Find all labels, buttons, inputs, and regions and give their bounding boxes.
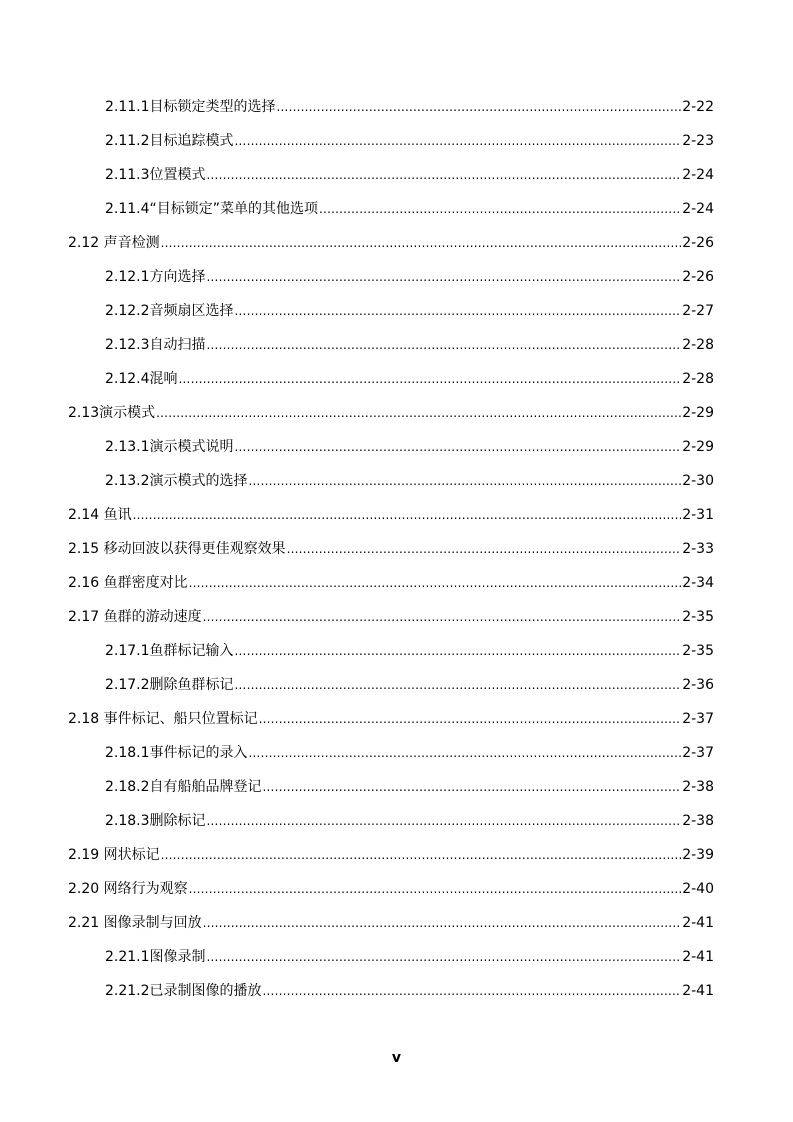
toc-entry-number: 2.11.2	[105, 133, 150, 149]
toc-entry-number: 2.15	[68, 541, 100, 557]
toc-dot-leader	[156, 396, 681, 430]
toc-entry-page: 2-22	[682, 99, 714, 115]
toc-entry-page: 2-41	[682, 949, 714, 965]
toc-entry[interactable]	[68, 158, 714, 192]
toc-entry[interactable]	[68, 464, 714, 498]
toc-entry[interactable]	[68, 974, 714, 1008]
toc-dot-leader	[133, 498, 682, 532]
toc-entry-text: 声音检测	[99, 235, 160, 251]
toc-entry-text: 图像录制与回放	[99, 915, 202, 931]
toc-dot-leader	[161, 226, 682, 260]
toc-entry-text: 音频扇区选择	[149, 303, 234, 319]
toc-entry-text: 自有船舶品牌登记	[149, 779, 262, 795]
toc-entry[interactable]	[68, 736, 714, 770]
toc-entry-text: 删除标记	[149, 813, 206, 829]
toc-entry-title	[105, 124, 234, 158]
toc-entry-text: 事件标记、船只位置标记	[99, 711, 258, 727]
toc-dot-leader	[235, 294, 682, 328]
toc-entry[interactable]	[68, 770, 714, 804]
toc-entry-number: 2.20	[68, 881, 100, 897]
toc-entry-text: 目标锁定类型的选择	[149, 99, 276, 115]
toc-entry-number: 2.17.2	[105, 677, 150, 693]
toc-entry-page: 2-41	[682, 983, 714, 999]
toc-entry-page: 2-29	[682, 439, 714, 455]
toc-entry[interactable]	[68, 838, 714, 872]
toc-entry[interactable]	[68, 124, 714, 158]
toc-entry-page: 2-37	[682, 745, 714, 761]
toc-entry-title	[105, 260, 206, 294]
toc-entry-title	[105, 192, 318, 226]
toc-entry[interactable]	[68, 600, 714, 634]
toc-dot-leader	[319, 192, 681, 226]
toc-entry-title	[105, 804, 206, 838]
toc-entry-number: 2.18.1	[105, 745, 150, 761]
toc-entry-text: 鱼群标记输入	[149, 643, 234, 659]
toc-entry-page: 2-35	[682, 609, 714, 625]
toc-entry[interactable]	[68, 804, 714, 838]
toc-entry-page: 2-38	[682, 813, 714, 829]
toc-dot-leader	[277, 90, 682, 124]
table-of-contents	[68, 90, 714, 1008]
toc-entry-title	[68, 600, 202, 634]
toc-entry-text: 鱼群密度对比	[99, 575, 188, 591]
toc-entry-title	[68, 906, 202, 940]
toc-entry-number: 2.12.2	[105, 303, 150, 319]
toc-entry[interactable]	[68, 702, 714, 736]
toc-entry-text: 演示模式的选择	[149, 473, 248, 489]
toc-entry-number: 2.12.4	[105, 371, 150, 387]
toc-entry-number: 2.17	[68, 609, 100, 625]
toc-dot-leader	[207, 328, 682, 362]
toc-entry[interactable]	[68, 328, 714, 362]
toc-entry[interactable]	[68, 90, 714, 124]
toc-dot-leader	[207, 940, 682, 974]
toc-dot-leader	[249, 736, 682, 770]
toc-entry-text: 图像录制	[149, 949, 206, 965]
toc-entry-text: 混响	[149, 371, 178, 387]
toc-dot-leader	[179, 362, 682, 396]
toc-entry-title	[105, 90, 276, 124]
toc-entry-title	[68, 566, 188, 600]
toc-entry-text: 鱼讯	[99, 507, 132, 523]
toc-entry-text: 事件标记的录入	[149, 745, 248, 761]
toc-entry-text: “目标锁定”菜单的其他选项	[149, 201, 319, 217]
toc-dot-leader	[263, 770, 682, 804]
toc-entry-text: 删除鱼群标记	[149, 677, 234, 693]
toc-entry-page: 2-26	[682, 235, 714, 251]
toc-entry[interactable]	[68, 634, 714, 668]
toc-entry-page: 2-40	[682, 881, 714, 897]
toc-entry-title	[68, 532, 286, 566]
toc-entry[interactable]	[68, 226, 714, 260]
toc-entry[interactable]	[68, 566, 714, 600]
toc-entry-page: 2-28	[682, 337, 714, 353]
toc-entry-number: 2.18.2	[105, 779, 150, 795]
toc-dot-leader	[235, 634, 682, 668]
toc-dot-leader	[249, 464, 682, 498]
toc-dot-leader	[207, 260, 682, 294]
toc-entry-number: 2.12	[68, 235, 100, 251]
toc-entry-page: 2-36	[682, 677, 714, 693]
toc-entry-number: 2.11.3	[105, 167, 150, 183]
toc-entry[interactable]	[68, 872, 714, 906]
toc-entry-number: 2.12.3	[105, 337, 150, 353]
toc-entry-number: 2.13.1	[105, 439, 150, 455]
toc-entry-title	[68, 838, 160, 872]
toc-entry-page: 2-23	[682, 133, 714, 149]
toc-entry-page: 2-24	[682, 167, 714, 183]
toc-dot-leader	[161, 838, 682, 872]
toc-entry-title	[105, 634, 234, 668]
toc-dot-leader	[235, 668, 682, 702]
toc-entry-title	[68, 226, 160, 260]
toc-entry-number: 2.11.4	[105, 201, 150, 217]
toc-entry[interactable]	[68, 192, 714, 226]
toc-entry-title	[105, 430, 234, 464]
toc-dot-leader	[189, 872, 682, 906]
toc-entry-page: 2-30	[682, 473, 714, 489]
toc-entry-number: 2.21.2	[105, 983, 150, 999]
toc-entry[interactable]	[68, 940, 714, 974]
toc-entry-title	[105, 974, 262, 1008]
toc-entry[interactable]	[68, 430, 714, 464]
toc-entry-number: 2.13	[68, 405, 100, 421]
toc-entry-title	[105, 362, 178, 396]
toc-entry-page: 2-31	[682, 507, 714, 523]
toc-entry-number: 2.12.1	[105, 269, 150, 285]
toc-entry-number: 2.19	[68, 847, 100, 863]
page-number: v	[391, 1050, 402, 1066]
toc-entry-title	[105, 328, 206, 362]
toc-entry[interactable]	[68, 668, 714, 702]
toc-dot-leader	[207, 158, 682, 192]
toc-dot-leader	[235, 430, 682, 464]
toc-entry-page: 2-33	[682, 541, 714, 557]
toc-entry-title	[105, 668, 234, 702]
toc-entry-page: 2-24	[682, 201, 714, 217]
toc-entry-number: 2.18	[68, 711, 100, 727]
toc-dot-leader	[259, 702, 682, 736]
toc-dot-leader	[207, 804, 682, 838]
toc-entry-text: 方向选择	[149, 269, 206, 285]
toc-entry-title	[105, 294, 234, 328]
toc-entry-number: 2.17.1	[105, 643, 150, 659]
toc-entry[interactable]	[68, 260, 714, 294]
toc-dot-leader	[287, 532, 682, 566]
toc-entry-page: 2-27	[682, 303, 714, 319]
toc-entry-text: 位置模式	[149, 167, 206, 183]
toc-entry-title	[105, 770, 262, 804]
toc-dot-leader	[189, 566, 682, 600]
toc-entry-number: 2.13.2	[105, 473, 150, 489]
toc-entry-text: 网状标记	[99, 847, 160, 863]
toc-dot-leader	[203, 906, 682, 940]
toc-entry-page: 2-28	[682, 371, 714, 387]
toc-entry-page: 2-35	[682, 643, 714, 659]
toc-entry-title	[68, 396, 155, 430]
toc-entry-text: 演示模式说明	[149, 439, 234, 455]
toc-entry-title	[105, 940, 206, 974]
toc-entry-page: 2-29	[682, 405, 714, 421]
toc-entry-title	[68, 702, 258, 736]
toc-dot-leader	[263, 974, 682, 1008]
toc-entry-number: 2.21.1	[105, 949, 150, 965]
toc-entry[interactable]	[68, 532, 714, 566]
toc-entry-title	[68, 498, 132, 532]
toc-entry-number: 2.14	[68, 507, 100, 523]
toc-entry[interactable]	[68, 498, 714, 532]
toc-entry[interactable]	[68, 906, 714, 940]
toc-entry[interactable]	[68, 362, 714, 396]
toc-entry-title	[105, 464, 248, 498]
toc-entry-page: 2-39	[682, 847, 714, 863]
toc-entry-page: 2-38	[682, 779, 714, 795]
toc-entry-text: 移动回波以获得更佳观察效果	[99, 541, 286, 557]
toc-entry-text: 鱼群的游动速度	[99, 609, 202, 625]
toc-entry-text: 已录制图像的播放	[149, 983, 262, 999]
toc-entry-text: 目标追踪模式	[149, 133, 234, 149]
toc-entry-number: 2.18.3	[105, 813, 150, 829]
toc-entry-page: 2-34	[682, 575, 714, 591]
toc-entry-page: 2-26	[682, 269, 714, 285]
toc-entry[interactable]	[68, 396, 714, 430]
toc-entry-number: 2.21	[68, 915, 100, 931]
toc-entry-text: 网络行为观察	[99, 881, 188, 897]
toc-entry-number: 2.16	[68, 575, 100, 591]
toc-entry-number: 2.11.1	[105, 99, 150, 115]
toc-entry-page: 2-41	[682, 915, 714, 931]
toc-entry-text: 自动扫描	[149, 337, 206, 353]
toc-dot-leader	[235, 124, 682, 158]
toc-entry[interactable]	[68, 294, 714, 328]
toc-entry-title	[68, 872, 188, 906]
toc-dot-leader	[203, 600, 682, 634]
toc-entry-page: 2-37	[682, 711, 714, 727]
toc-entry-text: 演示模式	[99, 405, 156, 421]
toc-entry-title	[105, 736, 248, 770]
toc-entry-title	[105, 158, 206, 192]
